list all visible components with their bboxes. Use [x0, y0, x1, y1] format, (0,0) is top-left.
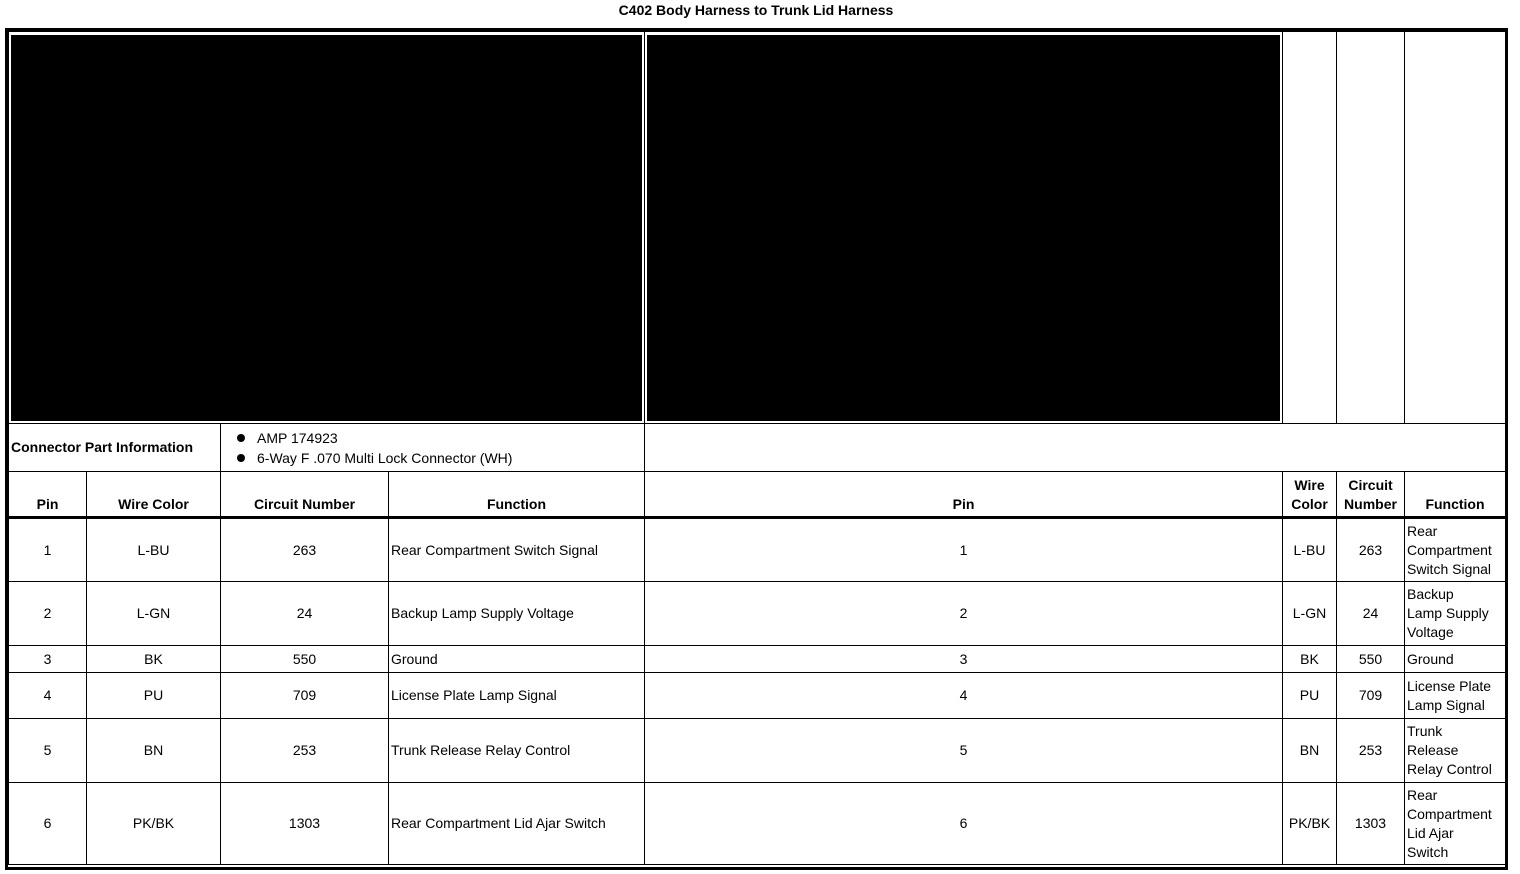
- pin-cell-right: 5: [645, 719, 1283, 783]
- circuit-number-cell-right: 550: [1337, 646, 1405, 673]
- function-cell-right: [1405, 582, 1506, 646]
- connector-face-image-cell: [9, 32, 645, 424]
- function-line: Ground: [1407, 650, 1454, 667]
- pin-cell: 1: [9, 518, 87, 582]
- image-row: [9, 32, 1506, 424]
- wire-color-cell-right: PK/BK: [1283, 783, 1337, 865]
- function-line: Rear: [1407, 522, 1438, 539]
- table-header-row: [9, 472, 1506, 518]
- function-cell: License Plate Lamp Signal: [389, 673, 645, 719]
- table-row: [9, 783, 1506, 865]
- circuit-number-cell: 24: [221, 582, 389, 646]
- function-line: Rear: [1407, 786, 1438, 803]
- empty-cell: [645, 424, 1506, 472]
- part-info-item: AMP 174923: [235, 428, 642, 448]
- wire-color-cell: BN: [87, 719, 221, 783]
- wire-color-cell-right: L-BU: [1283, 518, 1337, 582]
- function-line: Lamp Supply: [1407, 605, 1489, 621]
- pin-cell: 4: [9, 673, 87, 719]
- wire-color-cell-right: L-GN: [1283, 582, 1337, 646]
- function-line: Compartment: [1407, 805, 1492, 822]
- function-cell-right: [1405, 719, 1506, 783]
- bullet-icon: [237, 434, 245, 442]
- table-row: [9, 646, 1506, 673]
- header-circuit-number-right: Circuit Number: [1337, 472, 1405, 518]
- empty-cell: [1337, 32, 1405, 424]
- circuit-number-cell-right: 263: [1337, 518, 1405, 582]
- function-cell-right: [1405, 646, 1506, 673]
- connector-face-image: [11, 35, 642, 421]
- empty-cell: [1283, 32, 1337, 424]
- empty-cell: [1405, 32, 1506, 424]
- pin-cell-right: 4: [645, 673, 1283, 719]
- function-line: Switch: [1407, 843, 1449, 860]
- wire-color-cell-right: PU: [1283, 673, 1337, 719]
- connector-end-view-image: [647, 35, 1280, 421]
- circuit-number-cell: 253: [221, 719, 389, 783]
- pin-cell: 3: [9, 646, 87, 673]
- pin-cell-right: 2: [645, 582, 1283, 646]
- pin-cell: 2: [9, 582, 87, 646]
- circuit-number-cell-right: 1303: [1337, 783, 1405, 865]
- function-cell: Rear Compartment Switch Signal: [389, 518, 645, 582]
- table-row: [9, 719, 1506, 783]
- header-function: Function: [389, 472, 645, 518]
- circuit-number-cell-right: 24: [1337, 582, 1405, 646]
- connector-table-frame: [5, 28, 1508, 870]
- function-line: Voltage: [1407, 624, 1454, 640]
- header-wire-color-right: Wire Color: [1283, 472, 1337, 518]
- wire-color-cell: PU: [87, 673, 221, 719]
- pin-cell: 6: [9, 783, 87, 865]
- pin-cell-right: 6: [645, 783, 1283, 865]
- wire-color-cell: L-BU: [87, 518, 221, 582]
- circuit-number-cell: 709: [221, 673, 389, 719]
- connector-part-info-row: [9, 424, 1506, 472]
- connector-end-view-image-cell: [645, 32, 1283, 424]
- function-line: Backup: [1407, 586, 1454, 602]
- header-pin: Pin: [9, 472, 87, 518]
- table-row: [9, 518, 1506, 582]
- circuit-number-cell: 1303: [221, 783, 389, 865]
- part-info-item: 6-Way F .070 Multi Lock Connector (WH): [235, 448, 642, 468]
- function-line: Lid Ajar: [1407, 824, 1454, 841]
- function-cell-right: [1405, 783, 1506, 865]
- function-cell: Trunk Release Relay Control: [389, 719, 645, 783]
- wire-color-cell: BK: [87, 646, 221, 673]
- header-wire-color: Wire Color: [87, 472, 221, 518]
- function-cell: Rear Compartment Lid Ajar Switch: [389, 783, 645, 865]
- connector-part-info-values: [221, 424, 645, 472]
- pin-cell-right: 3: [645, 646, 1283, 673]
- circuit-number-cell: 263: [221, 518, 389, 582]
- header-function-right: Function: [1405, 472, 1506, 518]
- function-cell: Backup Lamp Supply Voltage: [389, 582, 645, 646]
- circuit-number-cell-right: 709: [1337, 673, 1405, 719]
- connector-table: [8, 31, 1506, 865]
- function-line: Trunk: [1407, 723, 1443, 739]
- bullet-icon: [237, 454, 245, 462]
- function-line: Switch Signal: [1407, 560, 1492, 577]
- connector-part-info-label: Connector Part Information: [9, 424, 221, 472]
- function-cell-right: [1405, 518, 1506, 582]
- circuit-number-cell-right: 253: [1337, 719, 1405, 783]
- wire-color-cell: L-GN: [87, 582, 221, 646]
- table-row: [9, 673, 1506, 719]
- function-cell-right: [1405, 673, 1506, 719]
- function-line: Lamp Signal: [1407, 696, 1485, 713]
- pin-cell-right: 1: [645, 518, 1283, 582]
- page-title: C402 Body Harness to Trunk Lid Harness: [618, 2, 894, 18]
- pin-cell: 5: [9, 719, 87, 783]
- circuit-number-cell: 550: [221, 646, 389, 673]
- function-cell: Ground: [389, 646, 645, 673]
- wire-color-cell: PK/BK: [87, 783, 221, 865]
- function-line: Compartment: [1407, 541, 1492, 558]
- function-line: License Plate: [1407, 677, 1492, 694]
- header-circuit-number: Circuit Number: [221, 472, 389, 518]
- wire-color-cell-right: BN: [1283, 719, 1337, 783]
- function-line: Release: [1407, 742, 1459, 758]
- table-row: [9, 582, 1506, 646]
- header-pin-right: Pin: [645, 472, 1283, 518]
- wire-color-cell-right: BK: [1283, 646, 1337, 673]
- function-line: Relay Control: [1407, 761, 1492, 777]
